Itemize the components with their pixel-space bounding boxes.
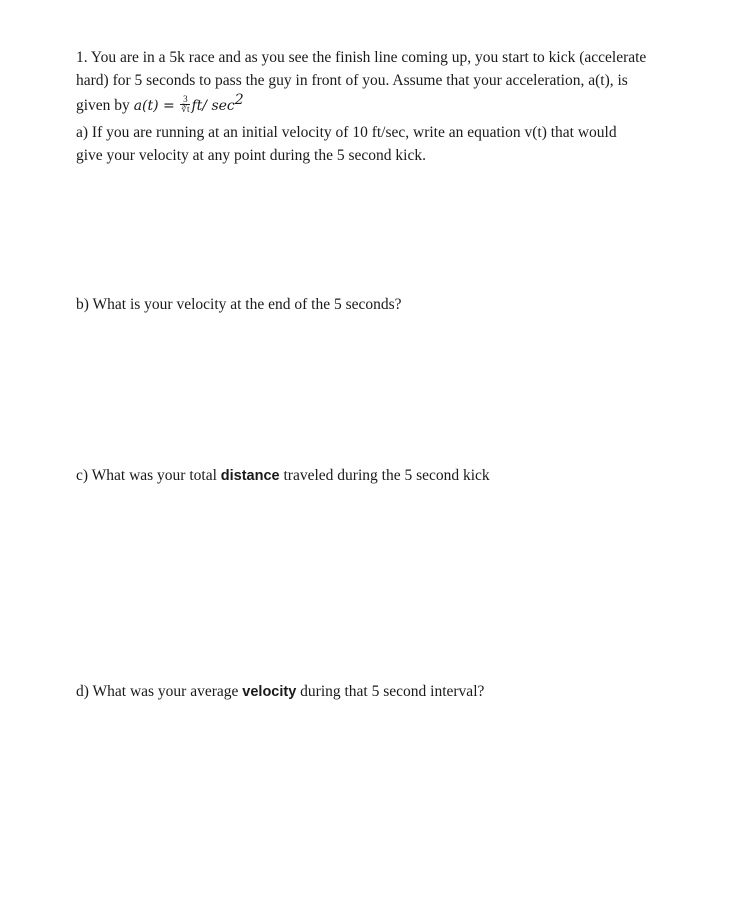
problem-line-2: hard) for 5 seconds to pass the guy in front of you. Assume that your acceleration, a(t), is bbox=[76, 72, 628, 89]
problem-line-1: 1. You are in a 5k race and as you see the finish line coming up, you start to kick (accelerate bbox=[76, 49, 647, 66]
acceleration-units: ft/ sec bbox=[191, 98, 235, 114]
part-a-line-2: give your velocity at any point during the 5 second kick. bbox=[76, 147, 426, 164]
problem-line-3 bbox=[76, 91, 244, 116]
problem-line-3-prefix: given by bbox=[76, 97, 134, 114]
part-d-after: during that 5 second interval? bbox=[296, 683, 485, 700]
fraction-denominator: ∛t bbox=[181, 103, 190, 114]
part-c-emphasis: distance bbox=[220, 468, 280, 484]
part-c-after: traveled during the 5 second kick bbox=[279, 467, 490, 484]
part-b-question: b) What is your velocity at the end of the 5 seconds? bbox=[76, 296, 402, 313]
part-c-before: c) What was your total bbox=[76, 467, 221, 484]
part-d-emphasis: velocity bbox=[242, 684, 297, 700]
part-d-before: d) What was your average bbox=[76, 683, 243, 700]
acceleration-lhs: a(t) = bbox=[133, 98, 180, 114]
part-c-question bbox=[76, 466, 490, 486]
part-a-line-1: a) If you are running at an initial velocity of 10 ft/sec, write an equation v(t) that would bbox=[76, 124, 617, 141]
acceleration-fraction bbox=[180, 95, 190, 114]
acceleration-exponent: 2 bbox=[234, 91, 244, 108]
part-d-question bbox=[76, 682, 484, 702]
fraction-numerator: 3 bbox=[180, 95, 190, 105]
